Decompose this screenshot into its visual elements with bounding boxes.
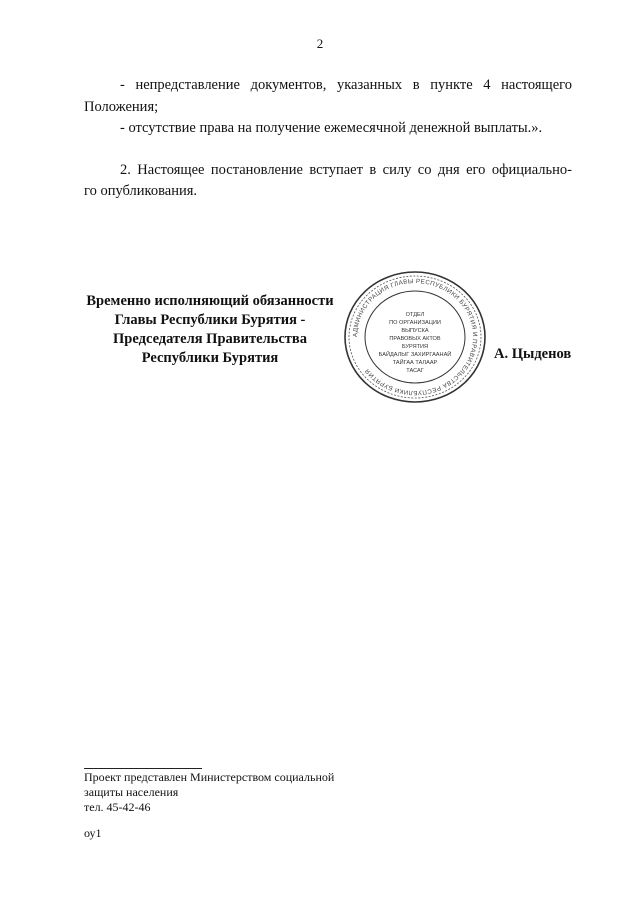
- footnote-line: Проект представлен Министерством социальной: [84, 770, 335, 784]
- footnote-line: защиты населения: [84, 785, 179, 799]
- seal-inner-line: ТАСАГ: [406, 368, 424, 374]
- signatory-title-line: Республики Бурятия: [141, 350, 279, 366]
- footnote-divider: [84, 768, 202, 769]
- signatory-title: [62, 292, 358, 368]
- list-item-documents-continuation: Положения;: [84, 98, 159, 115]
- seal-inner-line: ОТДЕЛ: [405, 312, 425, 318]
- list-item-documents: - непредставление документов, указанных в пункте 4 настоящего: [120, 77, 572, 93]
- signatory-title-line: Главы Республики Бурятия -: [114, 312, 306, 328]
- seal-inner-line: ВЫПУСКА: [401, 328, 429, 334]
- seal-inner-line: ПРАВОВЫХ АКТОВ: [389, 336, 441, 342]
- paragraph-effective-date-continuation: го опубликования.: [84, 183, 198, 199]
- seal-inner-line: БАЙДАЛЫГ ЗАХИРГААНАЙ: [378, 352, 452, 358]
- signatory-title-line: Временно исполняющий обязанности: [86, 293, 334, 309]
- document-code: оу1: [84, 826, 102, 840]
- seal-inner-line: БУРЯТИЯ: [401, 344, 429, 350]
- seal-ring-text: АДМИНИСТРАЦИЯ ГЛАВЫ РЕСПУБЛИКИ БУРЯТИЯ И ПРАВИТЕЛЬСТВА РЕСПУБЛИКИ БУРЯТИЯ: [351, 277, 479, 397]
- signatory-title-line: Председателя Правительства: [113, 331, 307, 347]
- seal-inner-line: ПО ОРГАНИЗАЦИИ: [389, 320, 441, 326]
- official-seal: [340, 268, 490, 406]
- footnote: [84, 770, 334, 815]
- body-text: [84, 75, 572, 203]
- seal-inner-line: ТАЙГАА ТАЛААР: [392, 360, 438, 366]
- page-number: 2: [316, 36, 324, 51]
- signer-name: А. Цыденов: [494, 346, 572, 362]
- footnote-phone: тел. 45-42-46: [84, 800, 151, 814]
- paragraph-spacer: [84, 140, 572, 160]
- paragraph-effective-date: 2. Настоящее постановление вступает в силу со дня его официально-: [120, 161, 572, 178]
- list-item-no-right: - отсутствие права на получение ежемесячной денежной выплаты.».: [120, 120, 543, 136]
